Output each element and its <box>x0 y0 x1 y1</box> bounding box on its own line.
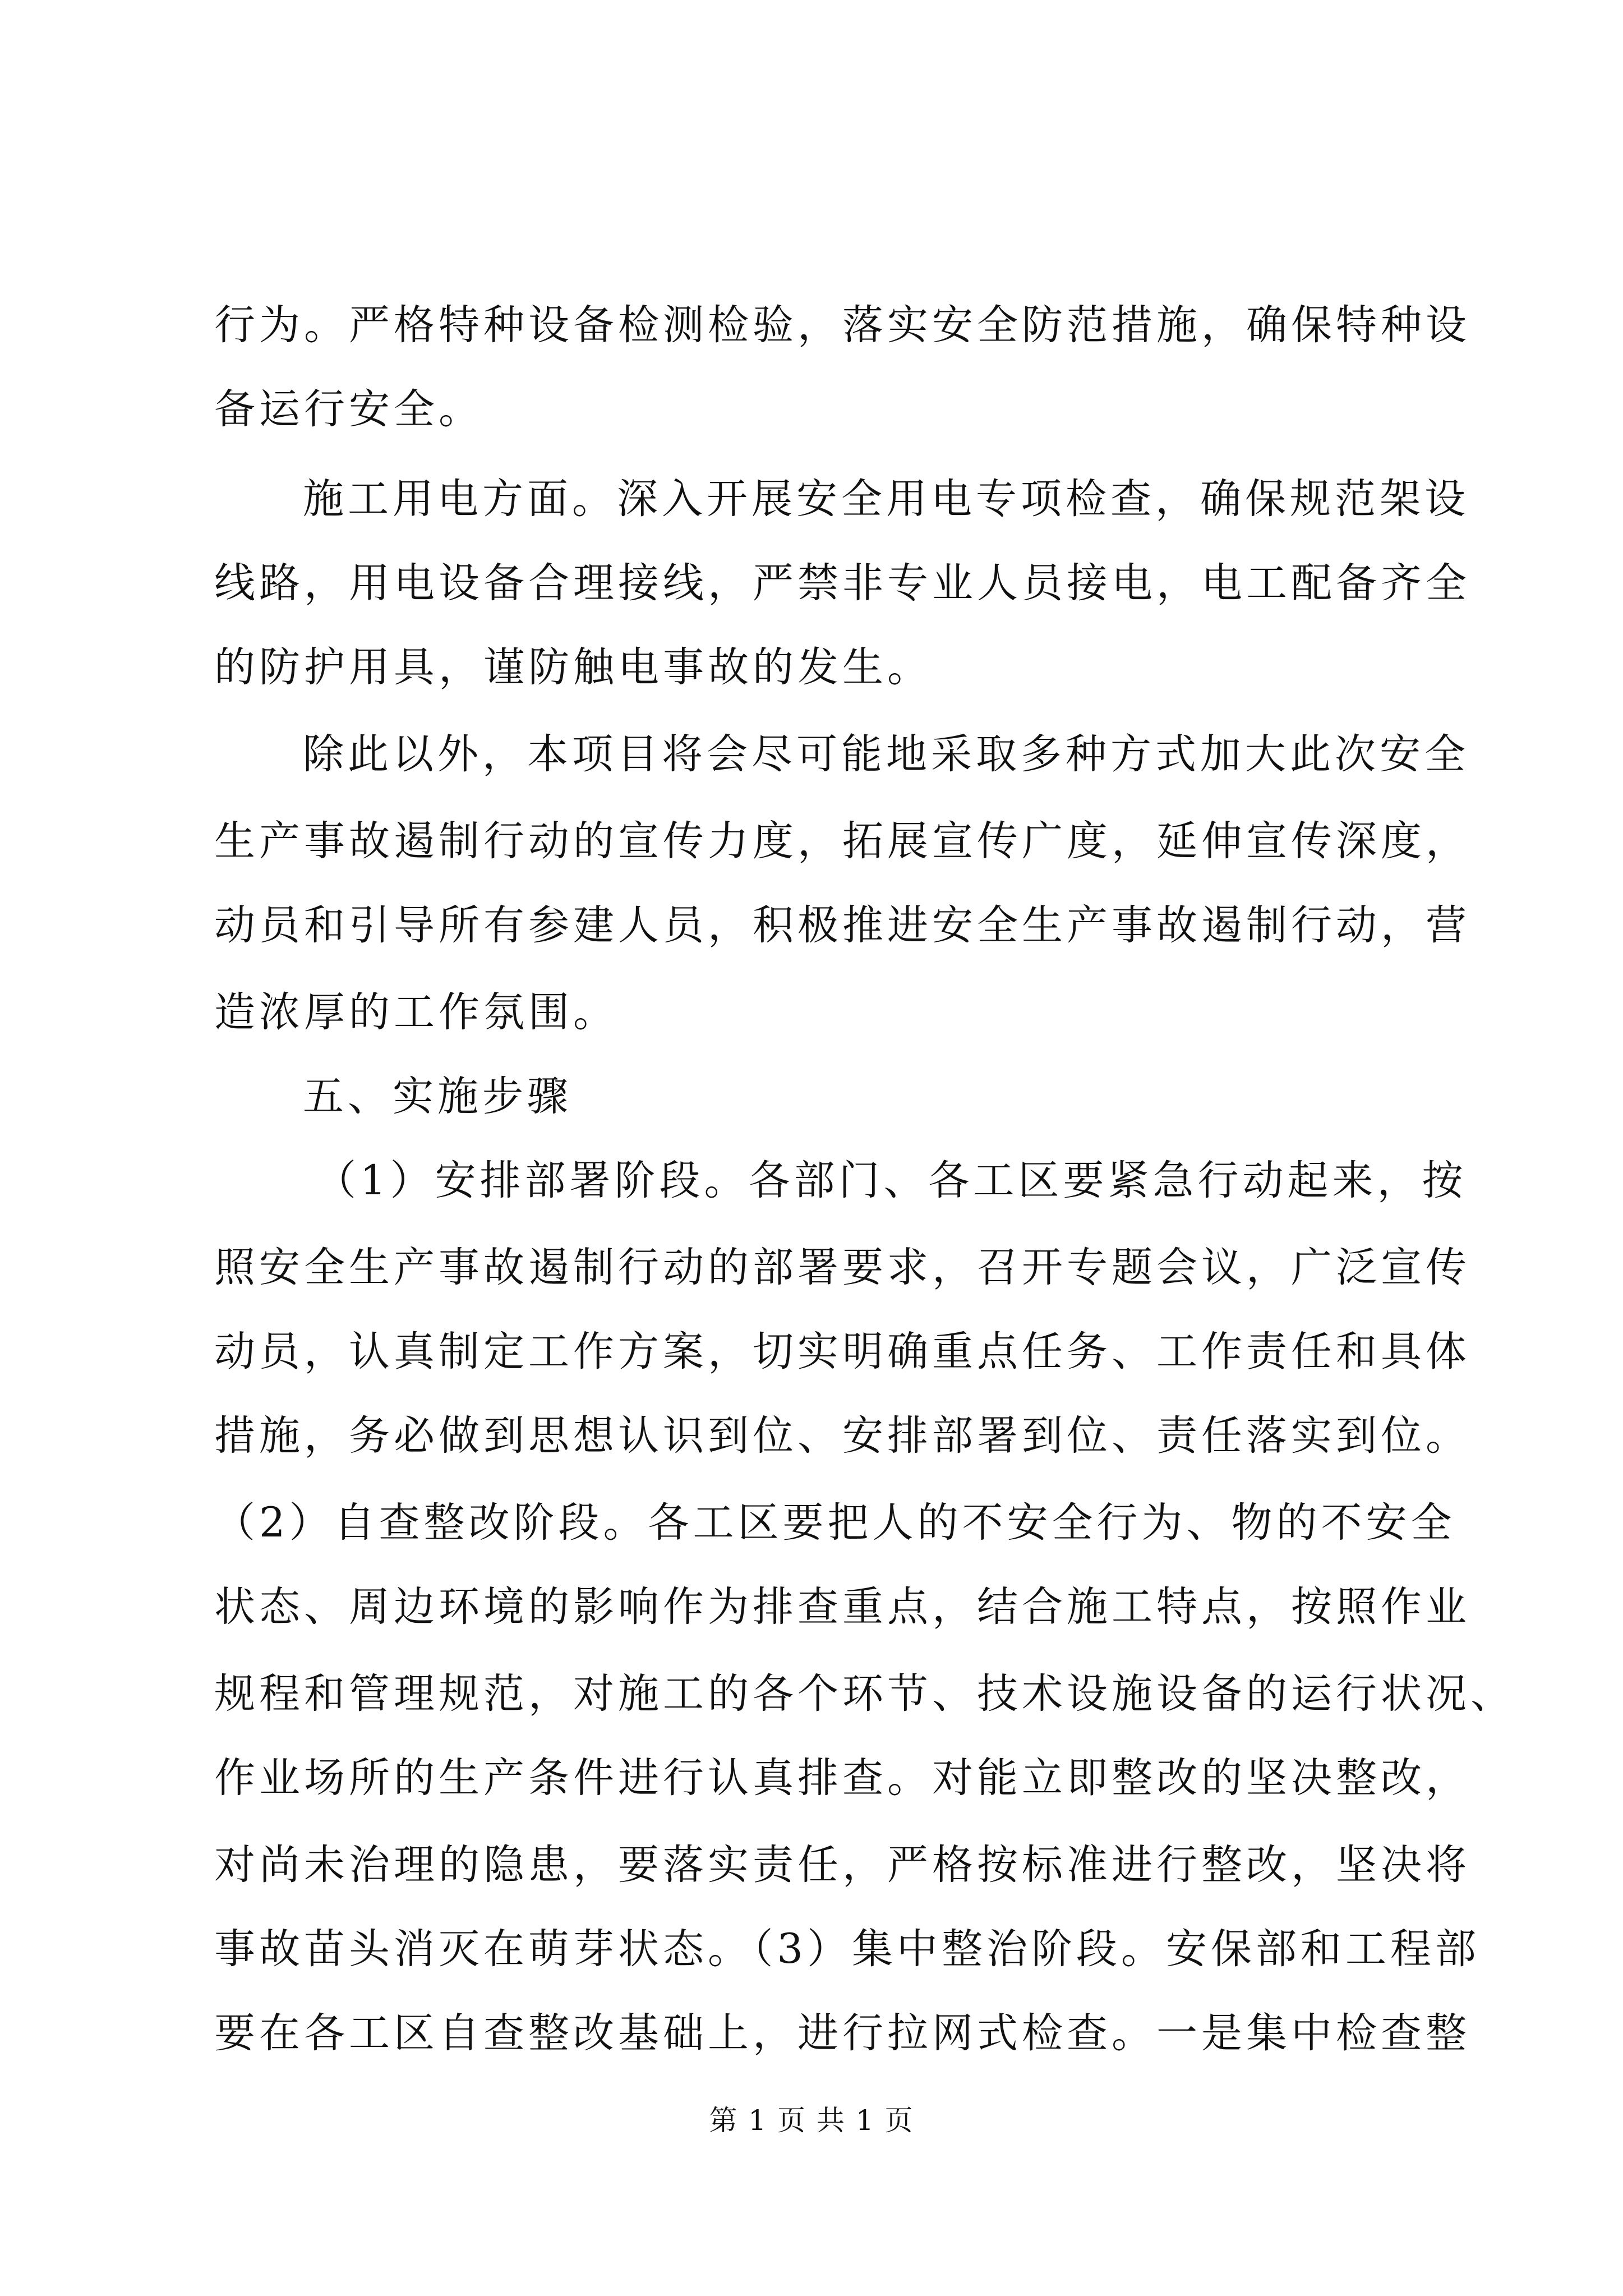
text-line: 事故苗头消灭在萌芽状态。（3）集中整治阶段。安保部和工程部 <box>214 1925 1480 1973</box>
text-line: 要在各工区自查整改基础上，进行拉网式检查。一是集中检查整 <box>214 2009 1470 2057</box>
text-line: 作业场所的生产条件进行认真排查。对能立即整改的坚决整改， <box>214 1754 1470 1802</box>
text-line: 规程和管理规范，对施工的各个环节、技术设施设备的运行状况、 <box>214 1670 1515 1718</box>
text-line: 线路，用电设备合理接线，严禁非专业人员接电，电工配备齐全 <box>214 559 1470 607</box>
text-line: 施工用电方面。深入开展安全用电专项检查，确保规范架设 <box>303 475 1469 523</box>
text-line: 生产事故遏制行动的宣传力度，拓展宣传广度，延伸宣传深度， <box>214 817 1470 865</box>
text-line: 对尚未治理的隐患，要落实责任，严格按标准进行整改，坚决将 <box>214 1841 1470 1889</box>
text-line: 备运行安全。 <box>214 385 483 433</box>
text-line: 措施，务必做到思想认识到位、安排部署到位、责任落实到位。 <box>214 1412 1470 1460</box>
text-line: （1）安排部署阶段。各部门、各工区要紧急行动起来，按 <box>315 1157 1467 1204</box>
page-number-footer: 第 1 页 共 1 页 <box>709 2104 914 2137</box>
text-line: 造浓厚的工作氛围。 <box>214 988 618 1036</box>
text-line: 除此以外，本项目将会尽可能地采取多种方式加大此次安全 <box>303 730 1469 778</box>
text-line: 状态、周边环境的影响作为排查重点，结合施工特点，按照作业 <box>214 1583 1470 1631</box>
text-line: 的防护用具，谨防触电事故的发生。 <box>214 643 932 691</box>
section-heading: 五、实施步骤 <box>303 1073 572 1120</box>
text-line: 动员，认真制定工作方案，切实明确重点任务、工作责任和具体 <box>214 1328 1470 1375</box>
text-line: 行为。严格特种设备检测检验，落实安全防范措施，确保特种设 <box>214 301 1470 349</box>
text-line: （2）自查整改阶段。各工区要把人的不安全行为、物的不安全 <box>214 1499 1456 1547</box>
text-line: 动员和引导所有参建人员，积极推进安全生产事故遏制行动，营 <box>214 901 1470 949</box>
text-line: 照安全生产事故遏制行动的部署要求，召开专题会议，广泛宣传 <box>214 1244 1470 1291</box>
